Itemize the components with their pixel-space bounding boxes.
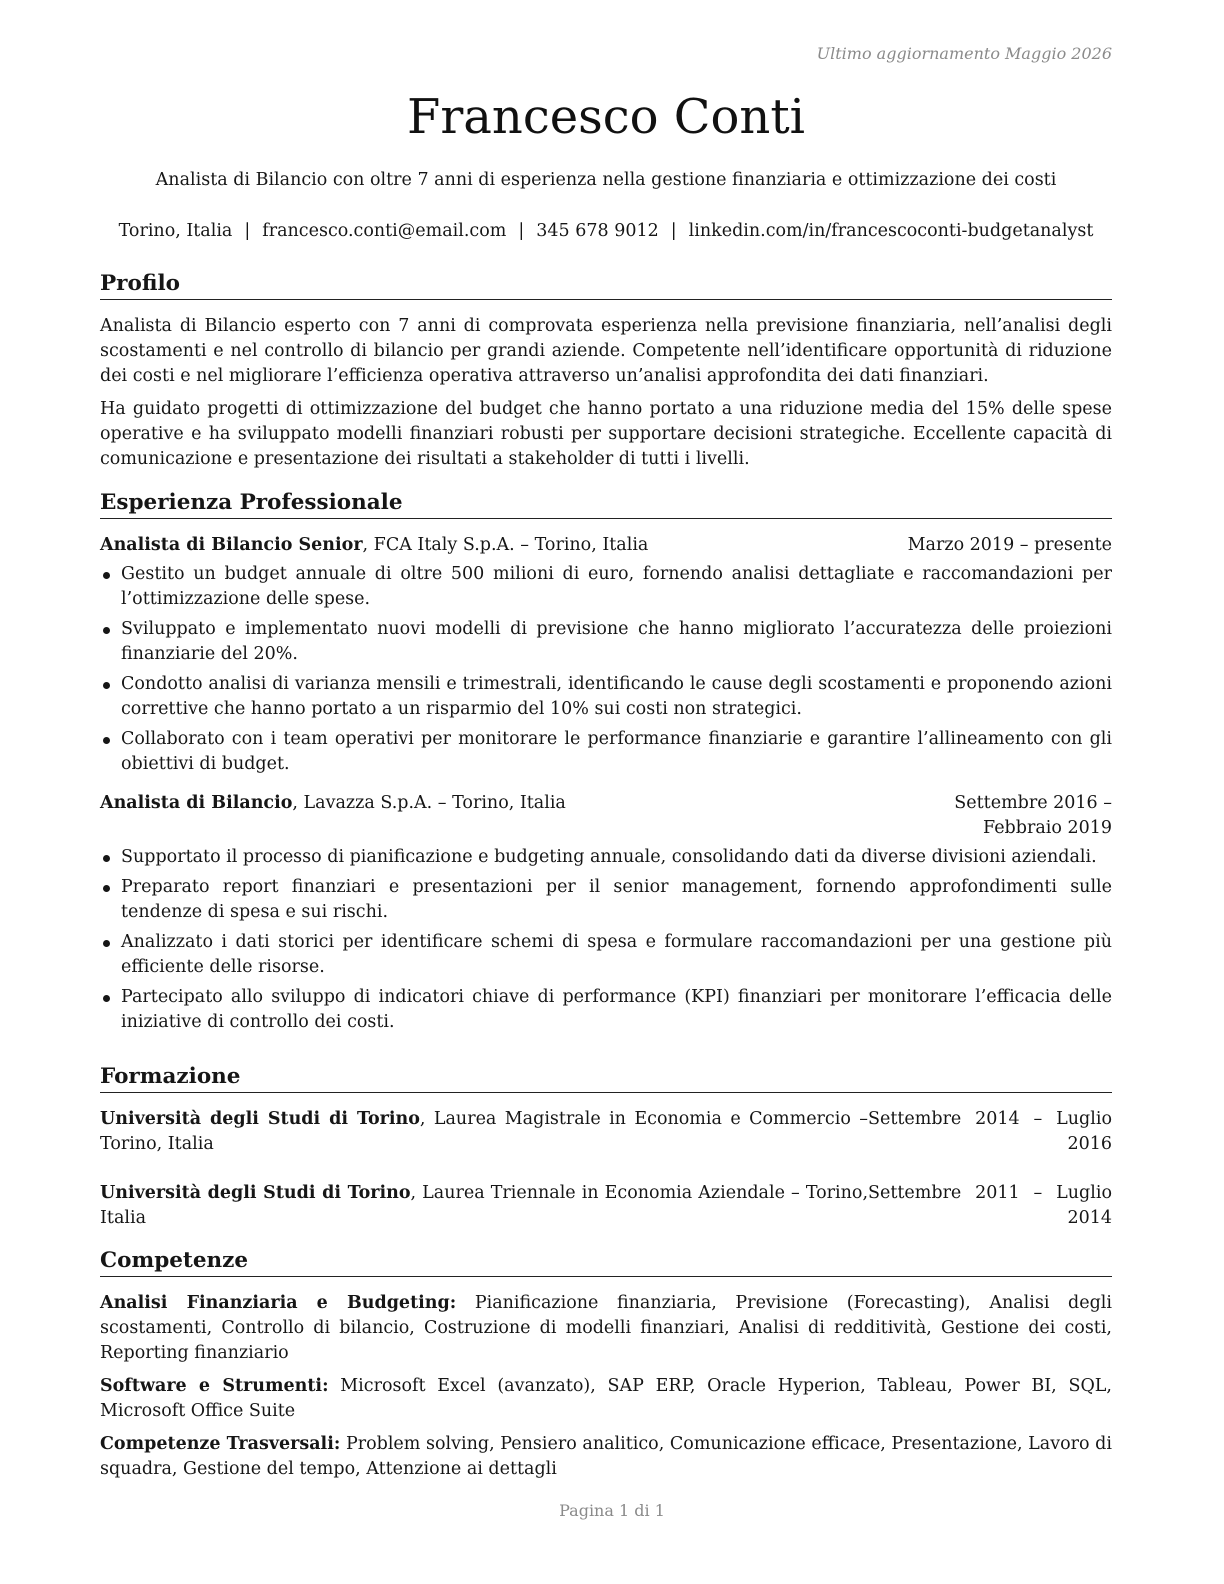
section-experience (100, 489, 1112, 1040)
job-bullet: Gestito un budget annuale di oltre 500 milioni di euro, fornendo analisi dettagliate e raccomandazioni per l’ottimizzazione delle spese. (100, 562, 1112, 612)
contact-separator: | (670, 221, 677, 241)
section-title-profile: Profilo (100, 270, 1112, 300)
job-dates: Settembre 2016 – Febbraio 2019 (954, 793, 1112, 838)
job-bullet: Supportato il processo di pianificazione e budgeting annuale, consolidando dati da diverse divisioni aziendali. (100, 845, 1112, 870)
job-bullet: Sviluppato e implementato nuovi modelli di previsione che hanno migliorato l’accuratezza delle proiezioni finanziarie del 20%. (100, 617, 1112, 667)
skill-group (100, 1374, 1112, 1424)
education-entry (100, 1107, 1112, 1157)
contact-line (80, 219, 1132, 243)
job-organization: , FCA Italy S.p.A. – Torino, Italia (362, 535, 649, 555)
contact-location: Torino, Italia (118, 221, 233, 241)
job-organization: , Lavazza S.p.A. – Torino, Italia (292, 793, 566, 813)
job-bullet: Partecipato allo sviluppo di indicatori chiave di performance (KPI) finanziari per monitorare l’efficacia delle iniziative di controllo dei costi. (100, 985, 1112, 1035)
job-bullets (100, 562, 1112, 777)
job-header (100, 533, 1112, 558)
skill-group-text: Microsoft Excel (avanzato), SAP ERP, Oracle Hyperion, Tableau, Power BI, SQL, Microsoft Office Suite (100, 1376, 1112, 1421)
skill-group-label: Competenze Trasversali: (100, 1434, 341, 1454)
education-school: Università degli Studi di Torino (100, 1109, 420, 1129)
last-updated-note: Ultimo aggiornamento Maggio 2026 (816, 44, 1112, 63)
section-profile (100, 270, 1112, 480)
job-bullet: Condotto analisi di varianza mensili e trimestrali, identificando le cause degli scostamenti e proponendo azioni correttive che hanno portato a un risparmio del 10% sui costi non strategici. (100, 672, 1112, 722)
profile-paragraph: Ha guidato progetti di ottimizzazione del budget che hanno portato a una riduzione media del 15% delle spese operative e ha sviluppato modelli finanziari robusti per supportare decisioni strategiche. Eccellente capacità di comunicazione e presentazione dei risultati a stakeholder di tutti i livelli. (100, 399, 1112, 469)
contact-separator: | (244, 221, 251, 241)
education-degree: , Laurea Triennale in Economia Aziendale – Torino, Italia (100, 1183, 869, 1228)
section-title-education: Formazione (100, 1063, 1112, 1093)
skill-group (100, 1291, 1112, 1366)
section-education (100, 1063, 1112, 1231)
profile-paragraph: Analista di Bilancio esperto con 7 anni di comprovata esperienza nella previsione finanziaria, nell’analisi degli scostamenti e nel controllo di bilancio per grandi aziende. Competente nell’identificare opportunità di riduzione dei costi e nel migliorare l’efficienza operativa attraverso un’analisi approfondita dei dati finanziari. (100, 316, 1112, 386)
page-number: Pagina 1 di 1 (559, 1501, 665, 1520)
job-dates: Marzo 2019 – presente (907, 535, 1112, 555)
skill-group-label: Analisi Finanziaria e Budgeting: (100, 1293, 457, 1313)
job-role: Analista di Bilancio (100, 793, 293, 813)
education-dates: Settembre 2011 – Luglio 2014 (868, 1183, 1112, 1228)
job-bullet: Analizzato i dati storici per identificare schemi di spesa e formulare raccomandazioni per una gestione più efficiente delle risorse. (100, 930, 1112, 980)
job-entry (100, 533, 1112, 777)
section-title-skills: Competenze (100, 1247, 1112, 1277)
skill-group-label: Software e Strumenti: (100, 1376, 329, 1396)
job-role: Analista di Bilancio Senior (100, 535, 363, 555)
section-title-experience: Esperienza Professionale (100, 489, 1112, 519)
education-school: Università degli Studi di Torino (100, 1183, 411, 1203)
job-bullet: Collaborato con i team operativi per monitorare le performance finanziarie e garantire l’allineamento con gli obiettivi di budget. (100, 727, 1112, 777)
contact-phone: 345 678 9012 (536, 221, 659, 241)
education-degree: , Laurea Magistrale in Economia e Commercio – Torino, Italia (100, 1109, 869, 1154)
headline-tagline: Analista di Bilancio con oltre 7 anni di esperienza nella gestione finanziaria e ottimizzazione dei costi (155, 170, 1057, 190)
skill-group (100, 1432, 1112, 1482)
contact-email: francesco.conti@email.com (262, 221, 507, 241)
contact-linkedin: linkedin.com/in/francescoconti-budgetanalyst (688, 221, 1094, 241)
skill-group-text: Pianificazione finanziaria, Previsione (Forecasting), Analisi degli scostamenti, Controllo di bilancio, Costruzione di modelli finanziari, Analisi di redditività, Gestione dei costi, Reporting finanziario (100, 1293, 1112, 1363)
skill-group-text: Problem solving, Pensiero analitico, Comunicazione efficace, Presentazione, Lavoro di squadra, Gestione del tempo, Attenzione ai dettagli (100, 1434, 1112, 1479)
education-entry (100, 1181, 1112, 1231)
education-dates: Settembre 2014 – Luglio 2016 (868, 1109, 1112, 1154)
section-skills (100, 1247, 1112, 1490)
job-bullets (100, 845, 1112, 1035)
job-bullet: Preparato report finanziari e presentazioni per il senior management, fornendo approfondimenti sulle tendenze di spesa e sui rischi. (100, 875, 1112, 925)
job-entry (100, 791, 1112, 1035)
candidate-name: Francesco Conti (407, 89, 805, 145)
contact-separator: | (518, 221, 525, 241)
job-header (100, 791, 1112, 841)
